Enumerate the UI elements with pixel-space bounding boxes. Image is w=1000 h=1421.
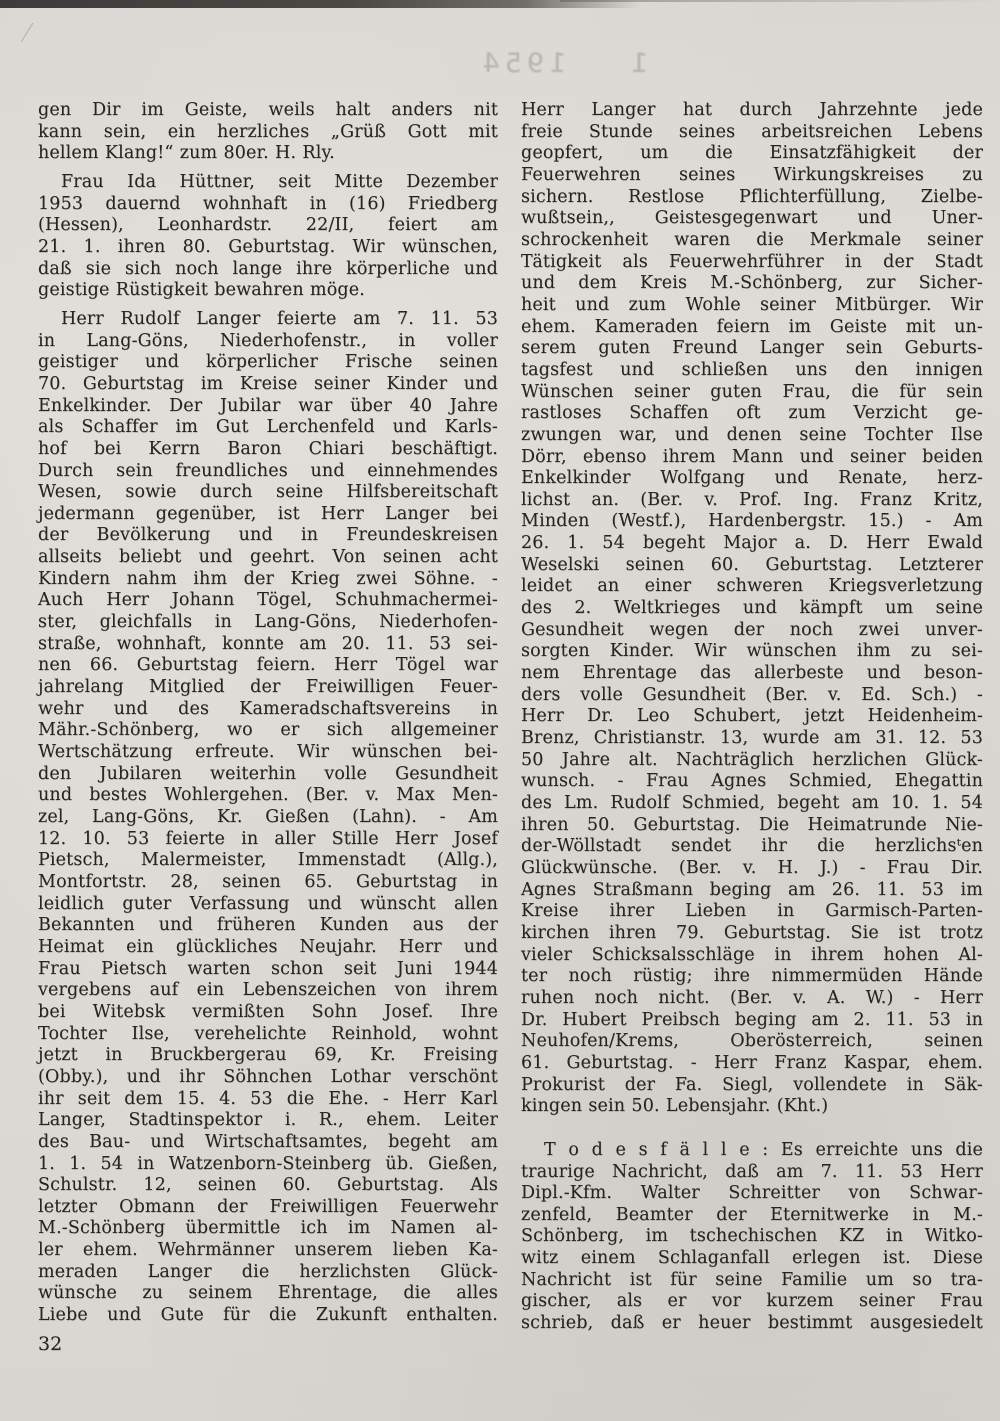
text-line: Langer, Stadtinspektor i. R., ehem. Leiter: [38, 1110, 498, 1131]
text-line: nem Ehrentage das allerbeste und beson-: [521, 663, 983, 684]
text-line: hellem Klang!“ zum 80er. H. Rly.: [38, 143, 335, 164]
text-line: Herr Rudolf Langer feierte am 7. 11. 53: [61, 308, 498, 329]
text-line: Agnes Straßmann beging am 26. 11. 53 im: [521, 879, 983, 900]
text-line: Liebe und Gute für die Zukunft enthalten.: [38, 1305, 498, 1326]
text-line: Heimat ein glückliches Neujahr. Herr und: [38, 936, 498, 957]
text-line: Frau Pietsch warten schon seit Juni 1944: [38, 958, 498, 979]
text-line: letzter Obmann der Freiwilligen Feuerwehr: [38, 1196, 498, 1217]
text-line: in Lang-Göns, Niederhofenstr., in voller: [38, 330, 498, 351]
text-line: geistige Rüstigkeit bewahren möge.: [38, 280, 365, 301]
text-line: den Jubilaren weiterhin volle Gesundheit: [38, 763, 498, 784]
text-line: vieler Schicksalsschläge in ihrem hohen Al-: [521, 944, 983, 965]
text-line: Mähr.-Schönberg, wo er sich allgemeiner: [38, 720, 498, 741]
text-line: 70. Geburtstag im Kreise seiner Kinder und: [38, 373, 498, 394]
text-line: heit und zum Wohle seiner Mitbürger. Wir: [521, 294, 983, 315]
paragraph: [38, 172, 498, 302]
text-line: geopfert, um die Einsatzfähigkeit der: [521, 143, 983, 164]
text-line: Bekannten und früheren Kunden aus der: [38, 915, 498, 936]
text-line: wehr und des Kameradschaftsvereins in: [38, 698, 498, 719]
text-line: lichst an. (Ber. v. Prof. Ing. Franz Kritz,: [521, 489, 983, 510]
text-line: zenfeld, Beamter der Eternitwerke in M.-: [521, 1204, 983, 1225]
text-line: und dem Kreis M.-Schönberg, zur Sicher-: [521, 273, 983, 294]
text-line: Schulstr. 12, seinen 60. Geburtstag. Als: [38, 1175, 498, 1196]
text-line: leidet an einer schweren Kriegsverletzung: [521, 576, 983, 597]
text-line: Tochter Ilse, verehelichte Reinhold, wohnt: [38, 1023, 498, 1044]
text-line: Brenz, Christianstr. 13, wurde am 31. 12. 53: [521, 728, 983, 749]
text-line: sichern. Restlose Pflichterfüllung, Zielbe-: [521, 186, 983, 207]
text-line: ster, gleichfalls in Lang-Göns, Niederhofen-: [38, 612, 498, 633]
text-line: ders volle Gesundheit (Ber. v. Ed. Sch.) -: [521, 684, 983, 705]
text-line: meraden Langer die herzlichsten Glück-: [38, 1261, 498, 1282]
text-line: des Bau- und Wirtschaftsamtes, begeht am: [38, 1131, 498, 1152]
text-line: kann sein, ein herzliches „Grüß Gott mit: [38, 121, 498, 142]
text-line: tagsfest und schließen uns den innigen: [521, 359, 983, 380]
text-line: 61. Geburtstag. - Herr Franz Kaspar, ehem.: [521, 1052, 983, 1073]
text-line: Wertschätzung erfreute. Wir wünschen bei-: [38, 742, 498, 763]
text-line: Durch sein freundliches und einnehmendes: [38, 460, 498, 481]
text-line: ruhen noch nicht. (Ber. v. A. W.) - Herr: [521, 987, 983, 1008]
text-line: Enkelkinder. Der Jubilar war über 40 Jahre: [38, 395, 498, 416]
scan-edge-artifact: [0, 0, 640, 8]
text-line: traurige Nachricht, daß am 7. 11. 53 Herr: [521, 1161, 983, 1182]
text-line: Kindern nahm ihm der Krieg zwei Söhne. -: [38, 568, 498, 589]
text-line: Weselski seinen 60. Geburtstag. Letzterer: [521, 554, 983, 575]
text-line: Dörr, ebenso ihrem Mann und seiner beiden: [521, 446, 983, 467]
text-line: witz einem Schlaganfall erlegen ist. Diese: [521, 1248, 983, 1269]
text-line: Wesen, sowie durch seine Hilfsbereitschaft: [38, 482, 498, 503]
text-line: Glückwünsche. (Ber. v. H. J.) - Frau Dir.: [521, 857, 983, 878]
text-line: 1. 1. 54 in Watzenborn-Steinberg üb. Gießen,: [38, 1153, 498, 1174]
text-line: zwungen war, und denen seine Tochter Ilse: [521, 424, 983, 445]
text-line: jedermann gegenüber, ist Herr Langer bei: [38, 503, 498, 524]
text-line: (Obby.), und ihr Söhnchen Lothar verschönt: [38, 1066, 498, 1087]
text-line: M.-Schönberg übermittle ich im Namen al-: [38, 1218, 498, 1239]
text-line: zel, Lang-Göns, Kr. Gießen (Lahn). - Am: [38, 807, 498, 827]
text-line: 21. 1. ihren 80. Geburtstag. Wir wünschen,: [38, 236, 498, 257]
text-line: Auch Herr Johann Tögel, Schuhmachermei-: [38, 590, 498, 611]
text-line: der-Wöllstadt sendet ihr die herzlichsᵗen: [521, 836, 983, 857]
text-line: Dipl.-Kfm. Walter Schreitter von Schwar-: [521, 1183, 983, 1204]
ink-bleedthrough-stamp: 1 1954: [477, 48, 648, 79]
text-line: daß sie sich noch lange ihre körperliche und: [38, 258, 498, 279]
paragraph: [521, 100, 983, 1118]
text-line: T o d e s f ä l l e : Es erreichte uns die: [544, 1139, 983, 1160]
text-line: wußtsein,, Geistesgegenwart und Uner-: [521, 208, 983, 229]
text-line: und bestes Wohlergehen. (Ber. v. Max Men-: [38, 785, 498, 806]
text-line: wünsche zu seinem Ehrentage, die alles: [38, 1283, 498, 1304]
text-line: Pietsch, Malermeister, Immenstadt (Allg.),: [38, 850, 498, 871]
text-line: gen Dir im Geiste, weils halt anders nit: [38, 100, 498, 120]
text-line: geistiger und körperlicher Frische seinen: [38, 352, 498, 373]
text-line: ter noch rüstig; ihre nimmermüden Hände: [521, 966, 983, 987]
text-line: wunsch. - Frau Agnes Schmied, Ehegattin: [521, 771, 983, 792]
text-line: Herr Langer hat durch Jahrzehnte jede: [521, 100, 983, 120]
text-line: jetzt in Bruckbergerau 69, Kr. Freising: [38, 1045, 498, 1066]
text-line: Tätigkeit als Feuerwehrführer in der Stadt: [521, 251, 983, 272]
text-line: serem guten Freund Langer sein Geburts-: [521, 338, 983, 359]
text-line: 1953 dauernd wohnhaft in (16) Friedberg: [38, 193, 498, 214]
text-line: des 2. Weltkrieges und kämpft um seine: [521, 598, 983, 619]
text-line: hof bei Kerrn Baron Chiari beschäftigt.: [38, 438, 498, 459]
text-line: rastloses Schaffen oft zum Verzicht ge-: [521, 403, 983, 424]
text-line: ihr seit dem 15. 4. 53 die Ehe. - Herr Karl: [38, 1088, 498, 1109]
text-line: ler ehem. Wehrmänner unserem lieben Ka-: [38, 1240, 498, 1261]
text-line: allseits beliebt und geehrt. Von seinen acht: [38, 547, 498, 568]
text-line: der Bevölkerung und in Freundeskreisen: [38, 525, 498, 546]
text-line: Enkelkinder Wolfgang und Renate, herz-: [521, 468, 983, 489]
text-column-left: [38, 100, 498, 1327]
page-number: 32: [38, 1333, 63, 1355]
text-line: Schönberg, im tschechischen KZ in Witko-: [521, 1226, 983, 1247]
text-line: Prokurist der Fa. Siegl, vollendete in Säk-: [521, 1074, 983, 1095]
text-line: vergebens auf ein Lebenszeichen von ihrem: [38, 980, 498, 1001]
text-line: schrieb, daß er heuer bestimmt ausgesiedelt: [521, 1313, 983, 1334]
text-line: schrockenheit waren die Merkmale seiner: [521, 229, 983, 250]
text-line: Gesundheit wegen der noch zwei unver-: [521, 619, 983, 640]
text-line: kirchen ihren 79. Geburtstag. Sie ist trotz: [521, 922, 983, 943]
text-line: Minden (Westf.), Hardenbergstr. 15.) - Am: [521, 511, 983, 532]
text-line: Herr Dr. Leo Schubert, jetzt Heidenheim-: [521, 706, 983, 727]
text-line: 26. 1. 54 begeht Major a. D. Herr Ewald: [521, 533, 983, 554]
text-line: des Lm. Rudolf Schmied, begeht am 10. 1. 54: [521, 793, 983, 813]
text-line: Frau Ida Hüttner, seit Mitte Dezember: [61, 171, 498, 192]
text-line: straße, wohnhaft, konnte am 20. 11. 53 sei-: [38, 633, 498, 654]
text-line: kingen sein 50. Lebensjahr. (Kht.): [521, 1096, 829, 1117]
text-line: nen 66. Geburtstag feiern. Herr Tögel war: [38, 655, 498, 676]
text-line: ehem. Kameraden feiern im Geiste mit un-: [521, 316, 983, 337]
text-line: Wünschen seiner guten Frau, die für sein: [521, 381, 983, 402]
text-line: Feuerwehren seines Wirkungskreises zu: [521, 164, 983, 185]
text-line: 50 Jahre alt. Nachträglich herzlichen Glück-: [521, 749, 983, 770]
scan-edge-artifact-thin: [560, 0, 1000, 2]
text-line: jahrelang Mitglied der Freiwilligen Feuer-: [38, 677, 498, 698]
text-line: Dr. Hubert Preibsch beging am 2. 11. 53 in: [521, 1009, 983, 1030]
paragraph: [38, 100, 498, 165]
text-line: Neuhofen/Krems, Oberösterreich, seinen: [521, 1031, 983, 1052]
text-line: leidlich guter Verfassung und wünscht allen: [38, 893, 498, 914]
text-line: gischer, als er vor kurzem seiner Frau: [521, 1291, 983, 1312]
pencil-mark: [21, 23, 45, 47]
text-column-right: [521, 100, 983, 1335]
paragraph: [38, 309, 498, 1327]
text-line: ihren 50. Geburtstag. Die Heimatrunde Nie-: [521, 814, 983, 835]
text-line: freie Stunde seines arbeitsreichen Lebens: [521, 121, 983, 142]
paragraph: [521, 1140, 983, 1335]
text-line: als Schaffer im Gut Lerchenfeld und Karls-: [38, 417, 498, 438]
text-line: Kreise ihrer Lieben in Garmisch-Parten-: [521, 901, 983, 922]
text-line: bei Witebsk vermißten Sohn Josef. Ihre: [38, 1001, 498, 1022]
text-line: 12. 10. 53 feierte in aller Stille Herr Josef: [38, 828, 498, 849]
text-line: sorgten Kinder. Wir wünschen ihm zu sei-: [521, 641, 983, 662]
text-line: Nachricht ist für seine Familie um so tra-: [521, 1269, 983, 1290]
text-line: Montfortstr. 28, seinen 65. Geburtstag in: [38, 871, 498, 892]
text-line: (Hessen), Leonhardstr. 22/II, feiert am: [38, 215, 498, 236]
